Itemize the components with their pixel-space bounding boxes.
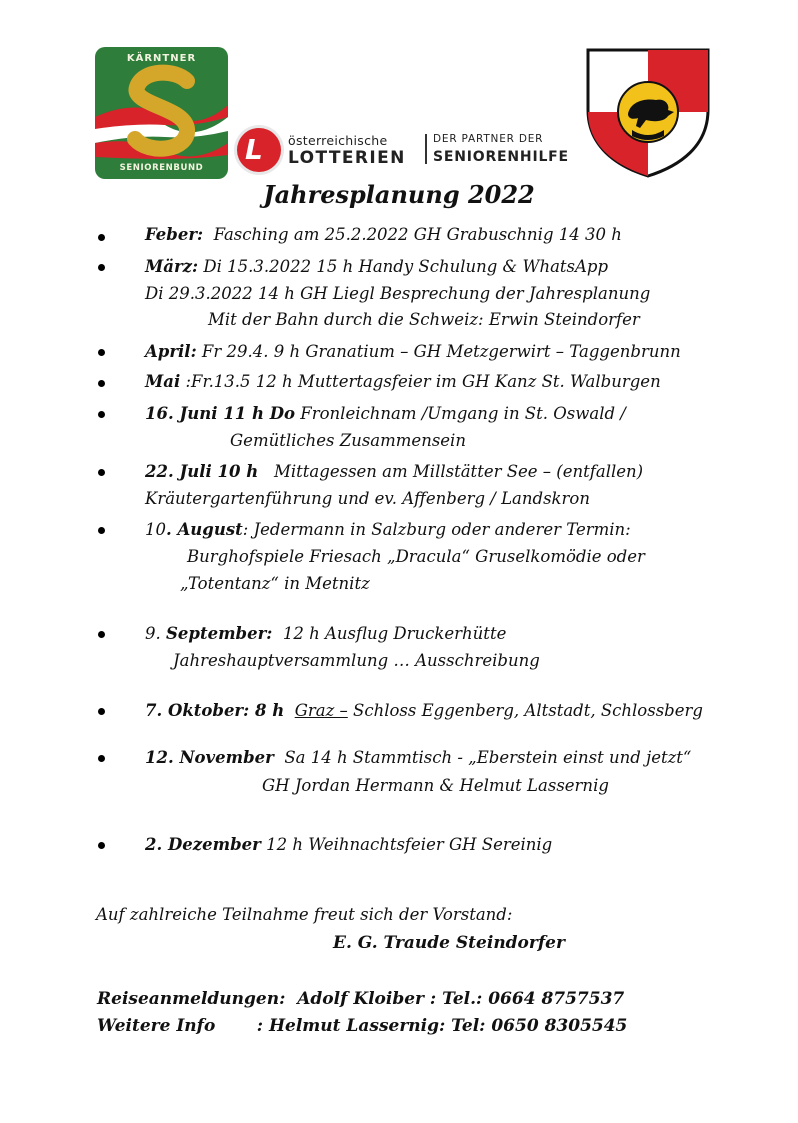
event-oktober xyxy=(145,701,703,720)
bullet-mai xyxy=(98,380,105,387)
seniorenbund-bottom-text: SENIORENBUND xyxy=(119,163,204,173)
event-line: Fr 29.4. 9 h Granatium – GH Metzgerwirt – Taggenbrunn xyxy=(201,342,681,361)
contact-value: : Helmut Lassernig: Tel: 0650 8305545 xyxy=(256,1016,628,1036)
event-line: GH Jordan Hermann & Helmut Lassernig xyxy=(262,776,609,795)
event-september xyxy=(145,624,506,643)
event-line: Fronleichnam /Umgang in St. Oswald / xyxy=(300,404,626,423)
event-month: 7. Oktober: 8 h xyxy=(145,701,285,720)
contact-value: Adolf Kloiber : Tel.: 0664 8757537 xyxy=(297,989,625,1009)
contact-reise xyxy=(97,989,624,1009)
page-title: Jahresplanung 2022 xyxy=(263,180,535,209)
event-month: Feber: xyxy=(145,225,204,244)
event-month-prefix: 9. xyxy=(145,624,161,643)
lotterien-line2: LOTTERIEN xyxy=(288,148,406,168)
event-line: Mittagessen am Millstätter See – (entfallen) xyxy=(274,462,644,481)
event-month: 12. November xyxy=(145,748,274,767)
event-month: April: xyxy=(145,342,197,361)
seniorenbund-s-emblem xyxy=(95,47,228,179)
bullet-maerz xyxy=(98,264,105,271)
contact-label: Weitere Info xyxy=(97,1016,216,1036)
event-line: Di 29.3.2022 14 h GH Liegl Besprechung der Jahresplanung xyxy=(145,284,651,303)
event-month: 22. Juli 10 h xyxy=(145,462,259,481)
event-line: Kräutergartenführung und ev. Affenberg / Landskron xyxy=(145,489,590,508)
lotterien-line1: österreichische xyxy=(288,133,388,148)
lotterien-divider xyxy=(425,134,427,164)
event-underlined: Graz – xyxy=(294,701,348,720)
bullet-august xyxy=(98,527,105,534)
bullet-juni xyxy=(98,411,105,418)
event-month: Mai xyxy=(145,372,181,391)
bullet-november xyxy=(98,755,105,762)
closing-text: Auf zahlreiche Teilnahme freut sich der Vorstand: xyxy=(96,905,513,924)
event-line: „Totentanz“ in Metnitz xyxy=(180,574,370,593)
bullet-oktober xyxy=(98,708,105,715)
bullet-juli xyxy=(98,469,105,476)
event-month: 16. Juni 11 h Do xyxy=(145,404,296,423)
event-line: Gemütliches Zusammensein xyxy=(230,431,466,450)
event-line: Sa 14 h Stammtisch - „Eberstein einst und jetzt“ xyxy=(284,748,692,767)
bullet-dezember xyxy=(98,842,105,849)
event-juni xyxy=(145,404,626,423)
event-line: Schloss Eggenberg, Altstadt, Schlossberg xyxy=(353,701,703,720)
event-line: Burghofspiele Friesach „Dracula“ Gruselkomödie oder xyxy=(187,547,645,566)
event-juli xyxy=(145,462,643,481)
seniorenbund-logo xyxy=(95,47,228,179)
lotterien-line4: SENIORENHILFE xyxy=(433,149,569,165)
event-line: Jahreshauptversammlung … Ausschreibung xyxy=(173,651,540,670)
event-month: März: xyxy=(145,257,199,276)
lotterien-emblem: L xyxy=(237,128,281,172)
event-line: Mit der Bahn durch die Schweiz: Erwin Steindorfer xyxy=(208,310,640,329)
event-line: 12 h Ausflug Druckerhütte xyxy=(282,624,507,643)
event-dezember xyxy=(145,835,552,854)
event-line: :Fr.13.5 12 h Muttertagsfeier im GH Kanz St. Walburgen xyxy=(185,372,661,391)
event-month: 2. Dezember xyxy=(145,835,261,854)
event-line: Fasching am 25.2.2022 GH Grabuschnig 14 30 h xyxy=(213,225,622,244)
bullet-feber xyxy=(98,234,105,241)
event-november xyxy=(145,748,691,767)
lotterien-line3: DER PARTNER DER xyxy=(433,133,544,145)
contact-label: Reiseanmeldungen: xyxy=(97,989,286,1009)
coat-of-arms-icon xyxy=(584,48,712,178)
event-month: . August xyxy=(166,520,243,539)
event-mai xyxy=(145,372,661,391)
signature: E. G. Traude Steindorfer xyxy=(333,933,565,953)
event-month: September: xyxy=(166,624,273,643)
event-august xyxy=(145,520,631,539)
lotterien-logo xyxy=(237,128,582,174)
event-line: : Jedermann in Salzburg oder anderer Termin: xyxy=(242,520,631,539)
seniorenbund-top-text: KÄRNTNER xyxy=(126,53,197,64)
bullet-september xyxy=(98,631,105,638)
event-maerz xyxy=(145,257,608,276)
event-line: 12 h Weihnachtsfeier GH Sereinig xyxy=(266,835,553,854)
event-feber xyxy=(145,225,622,244)
event-month-prefix: 10 xyxy=(145,520,166,539)
event-april xyxy=(145,342,681,361)
contact-info xyxy=(97,1016,627,1036)
bullet-april xyxy=(98,349,105,356)
event-line: Di 15.3.2022 15 h Handy Schulung & WhatsApp xyxy=(203,257,609,276)
